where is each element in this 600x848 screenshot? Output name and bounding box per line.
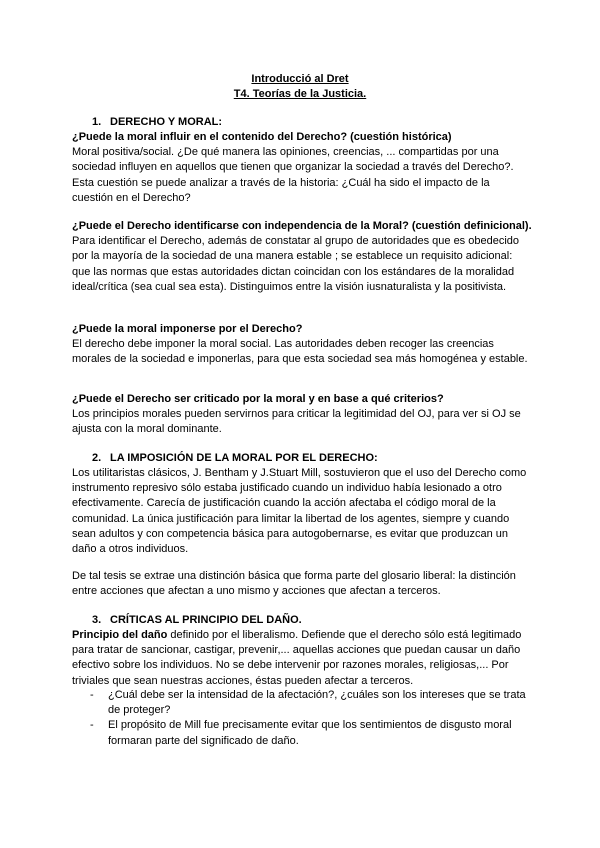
paragraph: Los utilitaristas clásicos, J. Bentham y J.Stuart Mill, sostuvieron que el uso del Derecho como instrumento represivo sólo estaba justificado cuando un individuo había lesionado a otro efectivamente. Carecía de justificación cuando la acción afectaba el código moral de la comunidad. La única justificación para limitar la libertad de los agentes, siempre y cuando sean adultos y con competencia básica para autogobernarse, es evitar que produzcan un daño a otros individuos. bbox=[72, 467, 527, 556]
section-1-block-3 bbox=[72, 322, 532, 368]
list-item-text: El propósito de Mill fue precisamente evitar que los sentimientos de disgusto moral formaran parte del significado de daño. bbox=[108, 719, 512, 747]
section-2-paragraph-2 bbox=[72, 569, 532, 599]
section-3-heading bbox=[92, 613, 302, 628]
section-2-paragraph-1 bbox=[72, 466, 532, 557]
section-1-block-1 bbox=[72, 130, 532, 206]
section-1-block-2 bbox=[72, 219, 532, 295]
list-item bbox=[90, 718, 530, 748]
section-1-heading bbox=[92, 115, 222, 130]
paragraph bbox=[72, 628, 532, 689]
dash-bullet: - bbox=[90, 689, 94, 701]
section-1-title: DERECHO Y MORAL: bbox=[110, 116, 223, 128]
question-heading: ¿Puede el Derecho ser criticado por la moral y en base a qué criterios? bbox=[72, 393, 444, 405]
section-1-number: 1. bbox=[92, 116, 102, 128]
paragraph-text: definido por el liberalismo. Defiende que el derecho sólo está legitimado para tratar de sancionar, castigar, prevenir,... aquellas acciones que puedan causar un daño efectivo sobre los individuos. No se debe intervenir por razones morales, religiosas,... Por triviales que sean nuestras acciones, éstas pueden afectar a terceros. bbox=[72, 629, 522, 687]
paragraph: De tal tesis se extrae una distinción básica que forma parte del glosario liberal: la distinción entre acciones que afectan a uno mismo y acciones que afectan a terceros. bbox=[72, 570, 516, 598]
paragraph: Los principios morales pueden servirnos para criticar la legitimidad del OJ, para ver si OJ se ajusta con la moral dominante. bbox=[72, 408, 521, 436]
paragraph: Para identificar el Derecho, además de constatar al grupo de autoridades que es obedecido por la mayoría de la sociedad de una manera estable ; se establece un requisito adicional: que las normas que estas autoridades dictan coincidan con los estándares de la moralidad ideal/crítica (sea cual sea esta). Distinguimos entre la visión iusnaturalista y la positivista. bbox=[72, 235, 520, 293]
bullet-list bbox=[90, 688, 530, 749]
bold-term: Principio del daño bbox=[72, 629, 168, 641]
section-2-heading bbox=[92, 451, 378, 466]
question-heading: ¿Puede el Derecho identificarse con independencia de la Moral? (cuestión definicional). bbox=[72, 220, 532, 232]
list-item bbox=[90, 688, 530, 718]
paragraph: Moral positiva/social. ¿De qué manera las opiniones, creencias, ... compartidas por una sociedad influyen en aquellos que tienen que organizar la sociedad a través del Derecho?. Esta cuestión se puede analizar a través de la historia: ¿Cuál ha sido el impacto de la cuestión en el Derecho? bbox=[72, 146, 514, 204]
question-heading: ¿Puede la moral influir en el contenido del Derecho? (cuestión histórica) bbox=[72, 131, 452, 143]
paragraph: El derecho debe imponer la moral social. Las autoridades deben recoger las creencias morales de la sociedad e imponerlas, para que esta sociedad sea más homogénea y estable. bbox=[72, 338, 528, 366]
section-2-number: 2. bbox=[92, 452, 102, 464]
question-heading: ¿Puede la moral imponerse por el Derecho? bbox=[72, 323, 303, 335]
document-subtitle: T4. Teorías de la Justicia. bbox=[233, 88, 367, 100]
section-3-number: 3. bbox=[92, 614, 102, 626]
dash-bullet: - bbox=[90, 719, 94, 732]
document-title: Introducció al Dret bbox=[251, 73, 349, 85]
list-item-text: ¿Cuál debe ser la intensidad de la afectación?, ¿cuáles son los intereses que se trata de proteger? bbox=[108, 689, 526, 717]
section-3-paragraph bbox=[72, 628, 532, 689]
section-3-title: CRÍTICAS AL PRINCIPIO DEL DAÑO. bbox=[110, 614, 302, 626]
section-2-title: LA IMPOSICIÓN DE LA MORAL POR EL DERECHO: bbox=[110, 452, 378, 464]
section-1-block-4 bbox=[72, 392, 532, 438]
